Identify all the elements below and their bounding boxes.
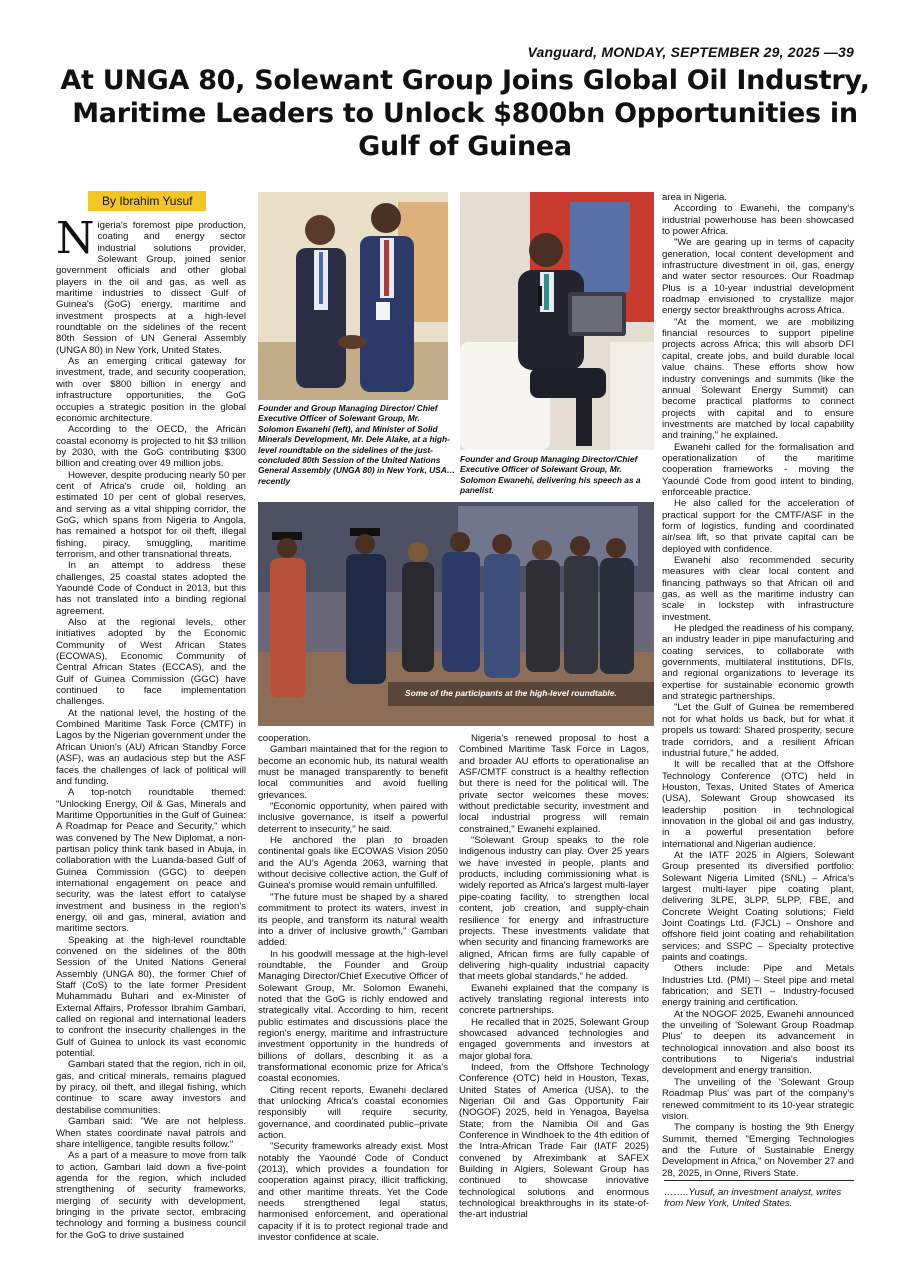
- paragraph: "At the moment, we are mobilizing financial resources to support pipeline projects across Africa; this will absorb DFI capital, create jobs, and build durable local value chains. These efforts show how industry convenings and summits (like the annual Solewant Energy Summit) can become practical platforms to connect projects with capital and to ensure investments are matched by local capability and training," he explained.: [662, 316, 854, 442]
- paragraph: Citing recent reports, Ewanehi declared that unlocking Africa's coastal economies responsibly will require security, governance, and coordinated public–private action.: [258, 1084, 448, 1142]
- signoff-divider: [664, 1180, 854, 1181]
- masthead: Vanguard, MONDAY, SEPTEMBER 29, 2025 —39: [527, 44, 854, 60]
- paragraph: Ewanehi explained that the company is actively translating regional interests into concrete partnerships.: [459, 982, 649, 1017]
- paragraph: "We are gearing up in terms of capacity generation, local content development and infrastructure divestment in oil, gas, energy and water sector resources. Our Roadmap Plus is a 10-year industrial development roadmap envisioned to crystallize major energy sector breakthroughs across Africa.: [662, 237, 854, 317]
- paragraph: Gambari maintained that for the region to become an economic hub, its natural wealth must be managed transparently to benefit local communities and avoid fuelling grievances.: [258, 744, 448, 801]
- paragraph: Others include: Pipe and Metals Industries Ltd. (PMI) – Steel pipe and metal fabrication; and SETI – Industry-focused energy training and certification.: [662, 963, 854, 1009]
- paragraph: Speaking at the high-level roundtable convened on the sidelines of the 80th Session of the United Nations General Assembly (UNGA 80), the former Chief of Staff (CoS) to the late former President Muhammadu Buhari and ex-Minister of External Affairs, Professor Ibrahim Gambari, called on regional and international leaders to confront the insecurity challenges in the Gulf of Guinea to unlock its vast economic potential.: [56, 934, 246, 1060]
- paragraph: At the IATF 2025 in Algiers, Solewant Group presented its diversified portfolio: Solewant Nigeria Limited (SNL) – Africa's largest multi-layer pipe coating plant, delivering 3LPE, 3LPP, 5LPP, FBE, and Concrete Weight Coating solutions; Field Joint Coatings Ltd. (FJCL) – Onshore and offshore field joint coating and rehabilitation services; and SSPC – Specialty protective paints and coatings.: [662, 849, 854, 964]
- article-column-2: [258, 733, 448, 1244]
- article-column-3: [459, 733, 649, 1233]
- paragraph: He also called for the acceleration of practical support for the CMTF/ASF in the form of logistics, funding and coordinated air/sea lift, so that private capital can be deployed with confidence.: [662, 498, 854, 555]
- paragraph: He recalled that in 2025, Solewant Group showcased advanced technologies and engaged governments and investors at major global fora.: [459, 1016, 649, 1062]
- paragraph: "Solewant Group speaks to the role indigenous industry can play. Over 25 years we have invested in people, plants and products, including commissioning what is widely reported as Africa's largest multi-layer pipe-coating facility, to strengthen local content, job creation, and supply-chain resilience for energy and infrastructure projects. These investments validate that when security and financing frameworks are aligned, African firms are fully capable of delivering high-quality industrial capacity that meets global standards," he added.: [459, 835, 649, 983]
- paragraph: "Let the Gulf of Guinea be remembered not for what holds us back, but for what it propels us toward: Shared prosperity, secure trade corridors, and a resilient African industrial future," he added.: [662, 702, 854, 759]
- article-column-1: [56, 213, 246, 1241]
- paragraph: It will be recalled that at the Offshore Technology Conference (OTC) held in Houston, Texas, United States of America (USA), Solewant Group showcased its leadership position in technological innovation in the global oil and gas industry, in a powerful presentation before international and Nigerian audience.: [662, 759, 854, 850]
- paragraph: Gambari said: "We are not helpless. When states coordinate naval patrols and share intelligence, tangible results follow.": [56, 1116, 246, 1150]
- paragraph: Ewanehi also recommended security measures with clear local content and financing pathways so that African oil and gas, as well as the maritime industry can scale in lockstep with infrastructure investment.: [662, 555, 854, 623]
- paragraph: "Security frameworks already exist. Most notably the Yaoundé Code of Conduct (2013), which provides a foundation for cooperation against piracy, illicit trafficking, and other maritime threats. Yet the Code needs strengthened legal status, harmonised enforcement, and operational capacity if it is to protect regional trade and investor confidence at scale.: [258, 1141, 448, 1244]
- paragraph: According to the OECD, the African coastal economy is projected to hit $3 trillion by 2030, with the GoG contributing $300 billion and creating over 49 million jobs.: [56, 424, 246, 470]
- paragraph: Indeed, from the Offshore Technology Conference (OTC) held in Houston, Texas, United States of America (USA), to the Nigerian Oil and Gas Opportunity Fair (NOGOF) 2025, held in Yenagoa, Bayelsa State; from the Namibia Oil and Gas Conference in Windhoek to the 4th edition of the Intra-African Trade Fair (IATF 2025) convened by Afreximbank at SAFEX Building in Algiers, Solewant Group has continued to showcase innovative technological solutions and enormous technological breakthroughs in its state-of-the-art industrial: [459, 1061, 649, 1221]
- photo-handshake-illustration: [258, 192, 448, 400]
- paragraph: He pledged the readiness of his company, an industry leader in pipe manufacturing and coating services, to collaborate with governments, multilateral institutions, DFIs, and regional organizations to leverage its expertise for sustainable economic growth and strategic partnerships.: [662, 623, 854, 703]
- paragraph: Nigeria's renewed proposal to host a Combined Maritime Task Force in Lagos, and broader AU efforts to operationalise an ASF/CMTF construct is a healthy reflection but there is need for the political will. The private sector welcomes these moves: without predictable security, investment and local industrial progress will remain constrained," Ewanehi explained.: [459, 733, 649, 835]
- paragraph: area in Nigeria.: [662, 192, 728, 203]
- photo-handshake-caption: Founder and Group Managing Director/ Chief Executive Officer of Solewant Group, Mr. Solomon Ewanehi (left), and Minister of Solid Minerals Development, Mr. Dele Alake, at a high-level roundtable on the sidelines of the just-concluded 80th Session of the United Nations General Assembly (UNGA 80) in New York, USA…recently: [258, 403, 456, 486]
- paragraph: He anchored the plan to broaden continental goals like ECOWAS Vision 2050 and the AU's Agenda 2063, warning that without decisive collective action, the Gulf of Guinea's promise would remain unfulfilled.: [258, 835, 448, 892]
- paragraph: In his goodwill message at the high-level roundtable, the Founder and Group Managing Director/Chief Executive Officer of Solewant Group, Mr. Solomon Ewanehi, noted that the GoG is richly endowed and strategically vital. According to him, recent public estimates and discussions place the region's energy, maritime and infrastructure investment opportunity in the hundreds of billions of dollars, describing it as a transformational economic prize for Africa's coastal economies.: [258, 948, 448, 1085]
- photo-speaker-illustration: [460, 192, 654, 450]
- paragraph: Ewanehi called for the formalisation and operationalization of the maritime cooperation frameworks - moving the Yaoundé Code from good intent to binding, enforceable practice.: [662, 441, 854, 498]
- lead-paragraph: Nigeria's foremost pipe production, coating and energy sector industrial solutions provider, Solewant Group, joined senior government officials and other global players in the oil and gas, as well as maritime industries to dissect Gulf of Guinea's (GoG) energy, maritime and investment prospects at a high-level roundtable on the sidelines of the recent 80th Session of UN General Assembly (UNGA 80) in New York, United States.: [56, 213, 246, 356]
- paragraph: Also at the regional levels, other initiatives adopted by the Economic Community of West African States (ECOWAS), Economic Community of Central African States (ECCAS), and the Gulf of Guinea Commission (GGC) have continued to face implementation challenges.: [56, 617, 246, 708]
- article-column-4: [662, 192, 854, 1179]
- author-signoff: ……..Yusuf, an investment analyst, writes from New York, United States.: [664, 1187, 842, 1210]
- photo-group-caption: Some of the participants at the high-level roundtable.: [405, 688, 617, 698]
- paragraph: In an attempt to address these challenges, 25 coastal states adopted the Yaoundé Code of Conduct in 2013, but this has not translated into a binding regional agreement.: [56, 560, 246, 617]
- photo-handshake: [258, 192, 448, 400]
- drop-cap: N: [56, 213, 95, 264]
- paragraph: As a part of a measure to move from talk to action, Gambari laid down a five-point agenda for the region, which included strengthening of security frameworks, merging of security with development, bringing in the private sector, embracing technology and forming a business council for the GoG to drive sustained: [56, 1150, 246, 1241]
- paragraph: A top-notch roundtable themed: "Unlocking Energy, Oil & Gas, Minerals and Maritime Opportunities in the Gulf of Guinea: A Roadmap for Peace and Security," which was convened by The New Diplomat, a non-partisan policy think tank based in Abuja, in collaboration with the Luanda-based Gulf of Guinea Commission (GGC) to deepen international engagement on peace and security, was the latest effort to catalyse investment and business in the region's energy, oil and gas, mineral, aviation and maritime sectors.: [56, 787, 246, 935]
- paragraph: "Economic opportunity, when paired with inclusive governance, is itself a powerful deterrent to insecurity," he said.: [258, 801, 448, 835]
- paragraph: Gambari stated that the region, rich in oil, gas, and critical minerals, remains plagued by piracy, oil theft, and illegal fishing, which continue to scare away investors and destabilise communities.: [56, 1059, 246, 1116]
- paragraph: "The future must be shaped by a shared commitment to protect its waters, invest in its people, and transform its natural wealth into a driver of inclusive growth," Gambari added.: [258, 891, 448, 949]
- paragraph: The unveiling of the 'Solewant Group Roadmap Plus' was part of the company's renewed commitment to its 10-year strategic vision.: [662, 1076, 854, 1122]
- paragraph: As an emerging critical gateway for investment, trade, and security cooperation, with over $800 billion in energy and infrastructure opportunities, the GoG occupies a strategic position in the global economic architecture.: [56, 356, 246, 424]
- paragraph: At the NOGOF 2025, Ewanehi announced the unveiling of 'Solewant Group Roadmap Plus' to deepen its advancement in technological innovation and also boost its contributions to Nigeria's industrial development and energy transition.: [662, 1008, 854, 1077]
- paragraph: According to Ewanehi, the company's industrial powerhouse has been showcased to power Africa.: [662, 203, 854, 238]
- paragraph: cooperation.: [258, 733, 311, 744]
- byline: By Ibrahim Yusuf: [88, 191, 206, 211]
- paragraph: The company is hosting the 9th Energy Summit, themed "Emerging Technologies and the Future of Sustainable Energy Development in Africa," on November 27 and 28, 2025, in Onne, Rivers State.: [662, 1122, 854, 1179]
- paragraph: At the national level, the hosting of the Combined Maritime Task Force (CMTF) in Lagos by the Nigerian government under the African Union's (AU) African Standby Force (ASF), was an audacious step but the ASF faces the challenges of lack of political will and funding.: [56, 707, 246, 787]
- photo-speaker: [460, 192, 654, 450]
- headline: At UNGA 80, Solewant Group Joins Global Oil Industry, Maritime Leaders to Unlock $800bn Opportunities in Gulf of Guinea: [60, 65, 870, 162]
- photo-speaker-caption: Founder and Group Managing Director/Chief Executive Officer of Solewant Group, Mr. Solomon Ewanehi, delivering his speech as a panelist.: [460, 454, 641, 496]
- paragraph: However, despite producing nearly 50 per cent of Africa's crude oil, holding an estimated 10 per cent of global reserves, and serving as a vital shipping corridor, the GoG, which spans from Nigeria to Angola, has remained a hotspot for oil theft, illegal fishing, piracy, smuggling, maritime terrorism, and other transnational threats.: [56, 469, 246, 560]
